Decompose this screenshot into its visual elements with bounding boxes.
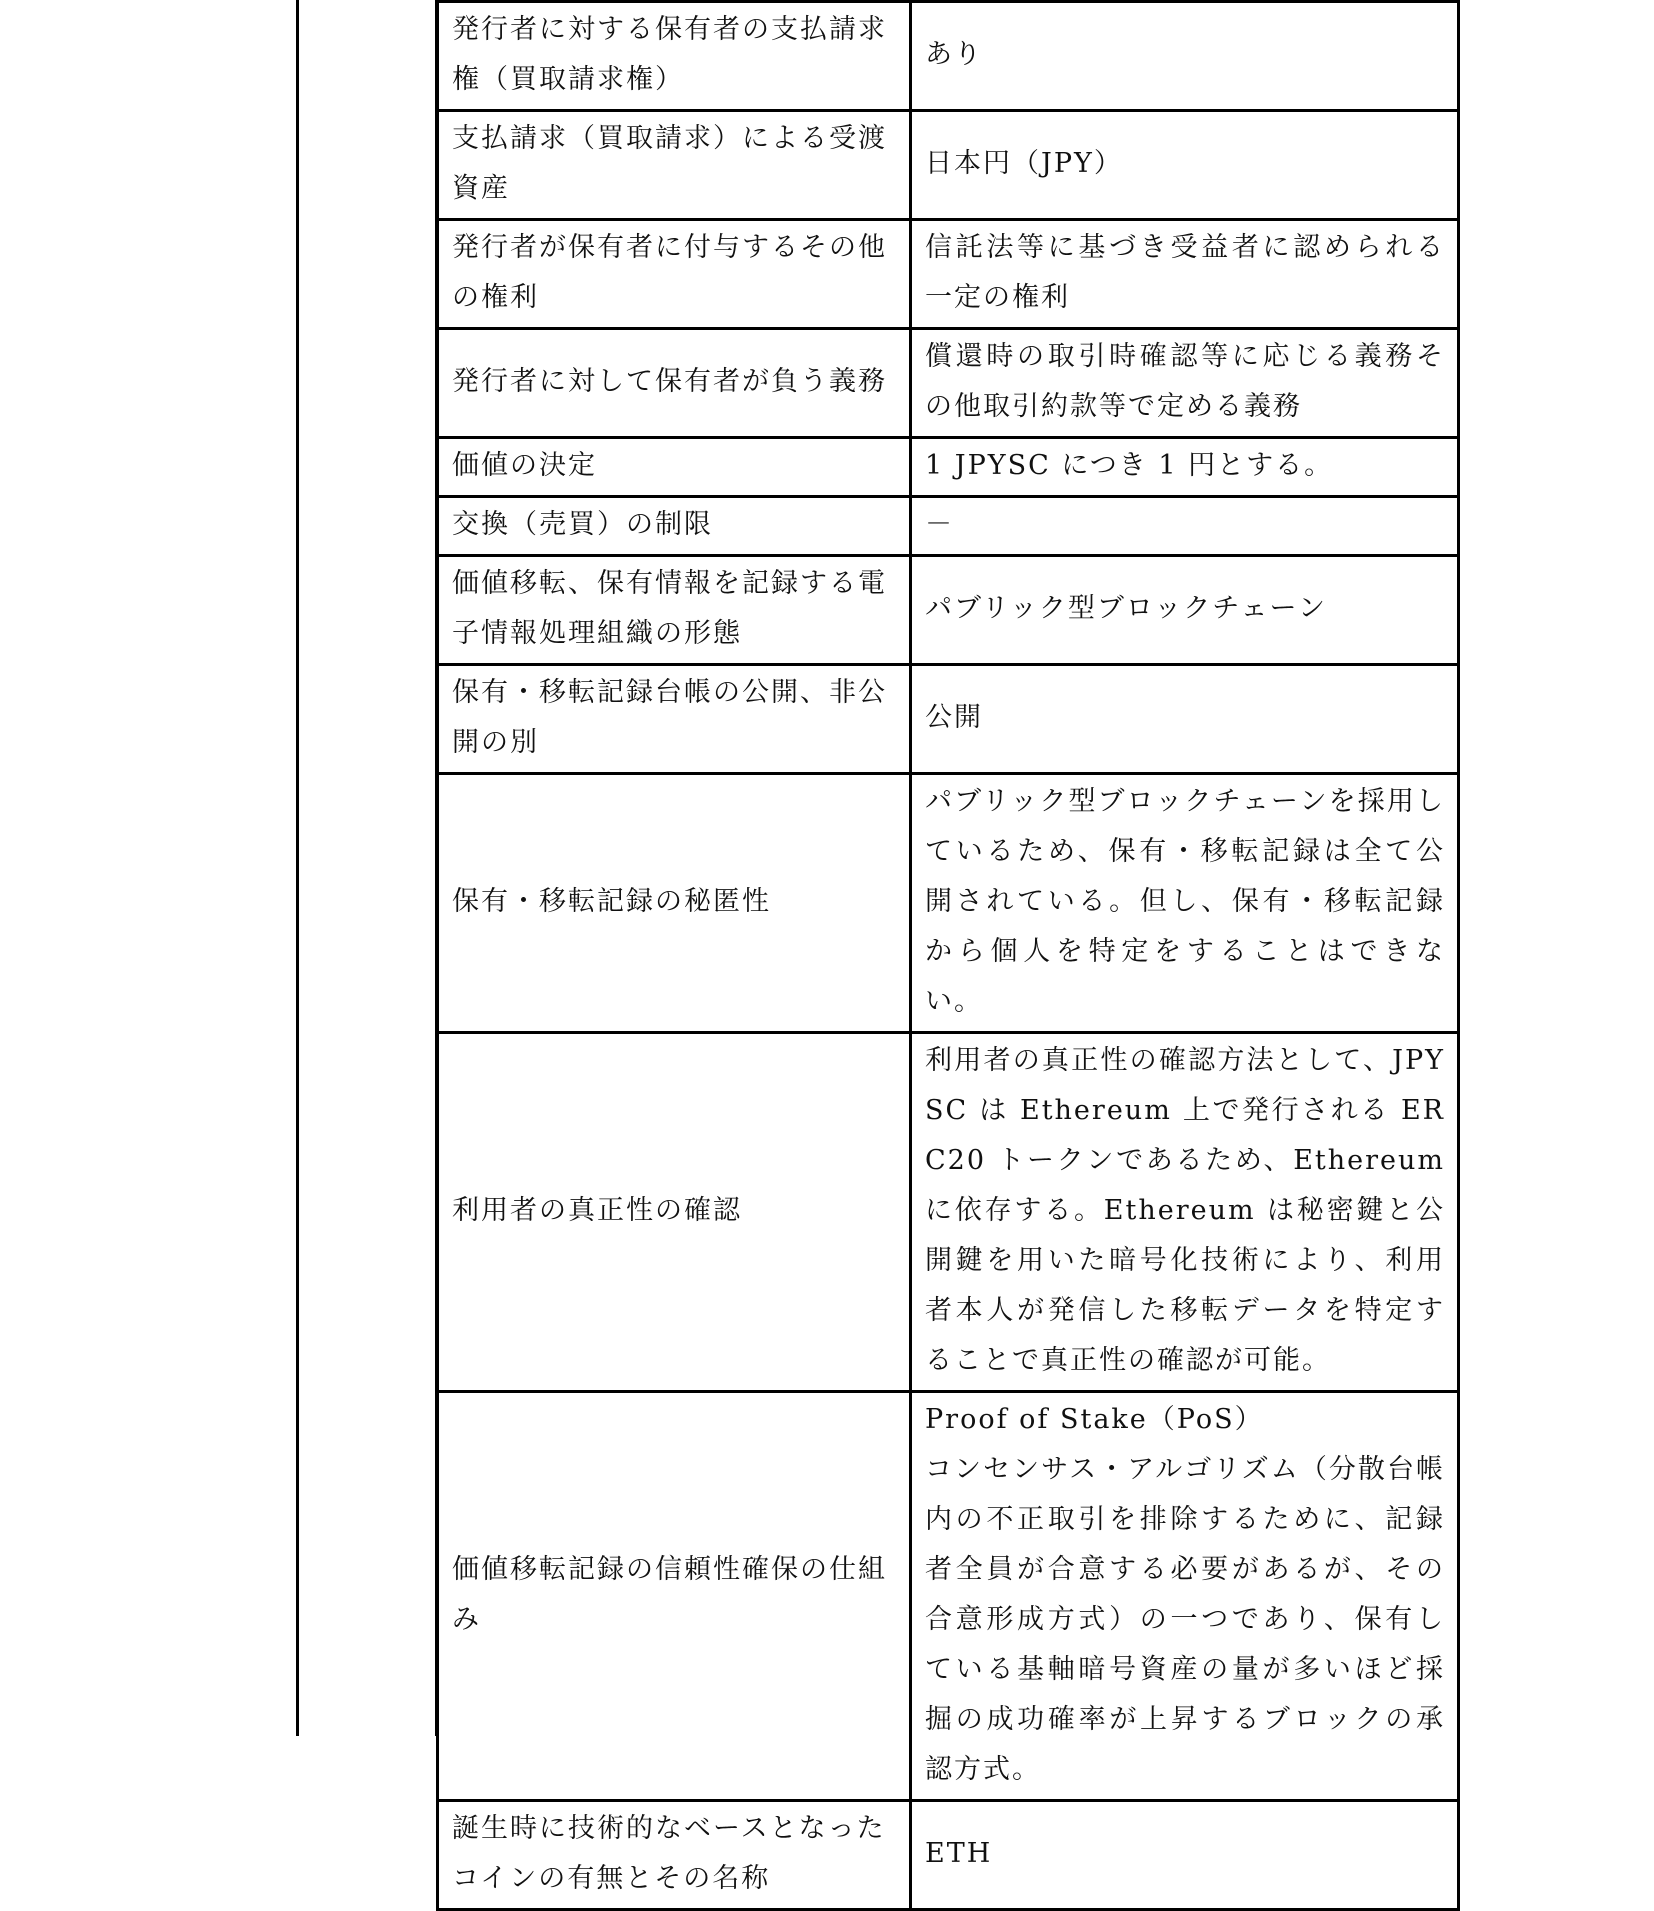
table-row [438, 329, 1459, 438]
table-row [438, 497, 1459, 556]
row-value: － [911, 497, 1459, 556]
row-label: 価値移転、保有情報を記録する電子情報処理組織の形態 [438, 556, 911, 665]
row-value: あり [911, 2, 1459, 111]
table-row [438, 1392, 1459, 1801]
table-row [438, 111, 1459, 220]
table-row [438, 556, 1459, 665]
table-row [438, 2, 1459, 111]
table-row [438, 438, 1459, 497]
row-label: 利用者の真正性の確認 [438, 1033, 911, 1392]
row-label: 支払請求（買取請求）による受渡資産 [438, 111, 911, 220]
row-label: 誕生時に技術的なベースとなったコインの有無とその名称 [438, 1801, 911, 1910]
row-value: 償還時の取引時確認等に応じる義務その他取引約款等で定める義務 [911, 329, 1459, 438]
row-label: 発行者に対して保有者が負う義務 [438, 329, 911, 438]
row-value: ETH [911, 1801, 1459, 1910]
row-value: 日本円（JPY） [911, 111, 1459, 220]
row-value: 公開 [911, 665, 1459, 774]
row-label: 発行者に対する保有者の支払請求権（買取請求権） [438, 2, 911, 111]
table-row [438, 1033, 1459, 1392]
table-row [438, 774, 1459, 1033]
row-value: 1 JPYSC につき 1 円とする。 [911, 438, 1459, 497]
row-value: 信託法等に基づき受益者に認められる一定の権利 [911, 220, 1459, 329]
table-row [438, 1801, 1459, 1910]
row-value: パブリック型ブロックチェーン [911, 556, 1459, 665]
row-label: 交換（売買）の制限 [438, 497, 911, 556]
row-value: Proof of Stake（PoS） コンセンサス・アルゴリズム（分散台帳内の不正取引を排除するために、記録者全員が合意する必要があるが、その合意形成方式）の一つであり、保有している基軸暗号資産の量が多いほど採掘の成功確率が上昇するブロックの承認方式。 [911, 1392, 1459, 1801]
table-row [438, 665, 1459, 774]
outer-frame-left-border [296, 0, 299, 1736]
row-value: パブリック型ブロックチェーンを採用しているため、保有・移転記録は全て公開されている。但し、保有・移転記録から個人を特定をすることはできない。 [911, 774, 1459, 1033]
row-label: 発行者が保有者に付与するその他の権利 [438, 220, 911, 329]
token-spec-table [436, 0, 1460, 1911]
row-label: 価値移転記録の信頼性確保の仕組み [438, 1392, 911, 1801]
row-value: 利用者の真正性の確認方法として、JPYSC は Ethereum 上で発行される ERC20 トークンであるため、Ethereum に依存する。Ethereum は秘密鍵と公開鍵を用いた暗号化技術により、利用者本人が発信した移転データを特定することで真正性の確認が可能。 [911, 1033, 1459, 1392]
row-label: 価値の決定 [438, 438, 911, 497]
row-label: 保有・移転記録台帳の公開、非公開の別 [438, 665, 911, 774]
row-label: 保有・移転記録の秘匿性 [438, 774, 911, 1033]
table-row [438, 220, 1459, 329]
